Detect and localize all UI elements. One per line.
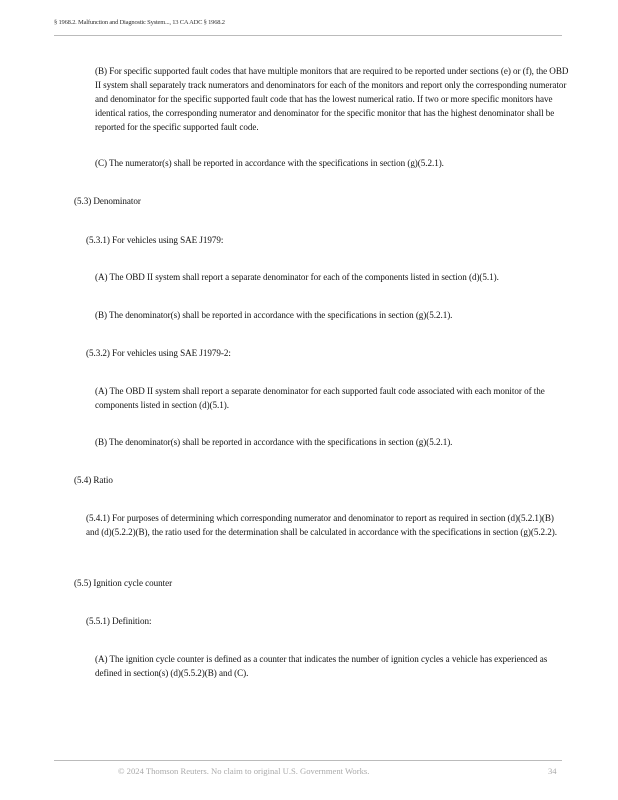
header-divider [54, 35, 562, 36]
paragraph-b-multiple-monitors: (B) For specific supported fault codes that have multiple monitors that are required to be reported under sections (e) or (f), the OBD II system shall separately track numerators and denominators for each of the monitors and report only the corresponding numerator and denominator for the specific supported fault code that has the lowest numerical ratio. If two or more specific monitors have identical ratios, the corresponding numerator and denominator for the specific monitor that has the highest denominator shall be reported for the specific supported fault code. [95, 66, 569, 132]
section-heading-ratio: (5.4) Ratio [74, 475, 113, 485]
subsection-heading-j1979: (5.3.1) For vehicles using SAE J1979: [86, 235, 224, 245]
subsection-heading-definition: (5.5.1) Definition: [86, 616, 152, 626]
paragraph-a-fault-code-denominator: (A) The OBD II system shall report a separate denominator for each supported fault code associated with each monitor of the components listed in section (d)(5.1). [95, 386, 545, 410]
page-number: 34 [548, 766, 557, 776]
paragraph-b-denominator-reporting-2: (B) The denominator(s) shall be reported in accordance with the specifications in section (g)(5.2.1). [95, 437, 453, 447]
paragraph-a-separate-denominator: (A) The OBD II system shall report a separate denominator for each of the components listed in section (d)(5.1). [95, 272, 499, 282]
footer-copyright: © 2024 Thomson Reuters. No claim to original U.S. Government Works. [118, 766, 370, 776]
running-header: § 1968.2. Malfunction and Diagnostic System..., 13 CA ADC § 1968.2 [54, 19, 225, 26]
footer-divider [54, 760, 562, 761]
paragraph-ratio-determination: (5.4.1) For purposes of determining which corresponding numerator and denominator to report as required in section (d)(5.2.1)(B) and (d)(5.2.2)(B), the ratio used for the determination shall be calculated in accordance with the specifications in section (g)(5.2.2). [86, 513, 557, 537]
section-heading-denominator: (5.3) Denominator [74, 196, 141, 206]
subsection-heading-j1979-2: (5.3.2) For vehicles using SAE J1979-2: [86, 348, 231, 358]
paragraph-b-denominator-reporting: (B) The denominator(s) shall be reported in accordance with the specifications in section (g)(5.2.1). [95, 310, 453, 320]
paragraph-a-ignition-definition: (A) The ignition cycle counter is defined as a counter that indicates the number of ignition cycles a vehicle has experienced as defined in section(s) (d)(5.5.2)(B) and (C). [95, 654, 548, 678]
paragraph-c-numerator-reporting: (C) The numerator(s) shall be reported in accordance with the specifications in section (g)(5.2.1). [95, 158, 444, 168]
section-heading-ignition-cycle-counter: (5.5) Ignition cycle counter [74, 578, 173, 588]
